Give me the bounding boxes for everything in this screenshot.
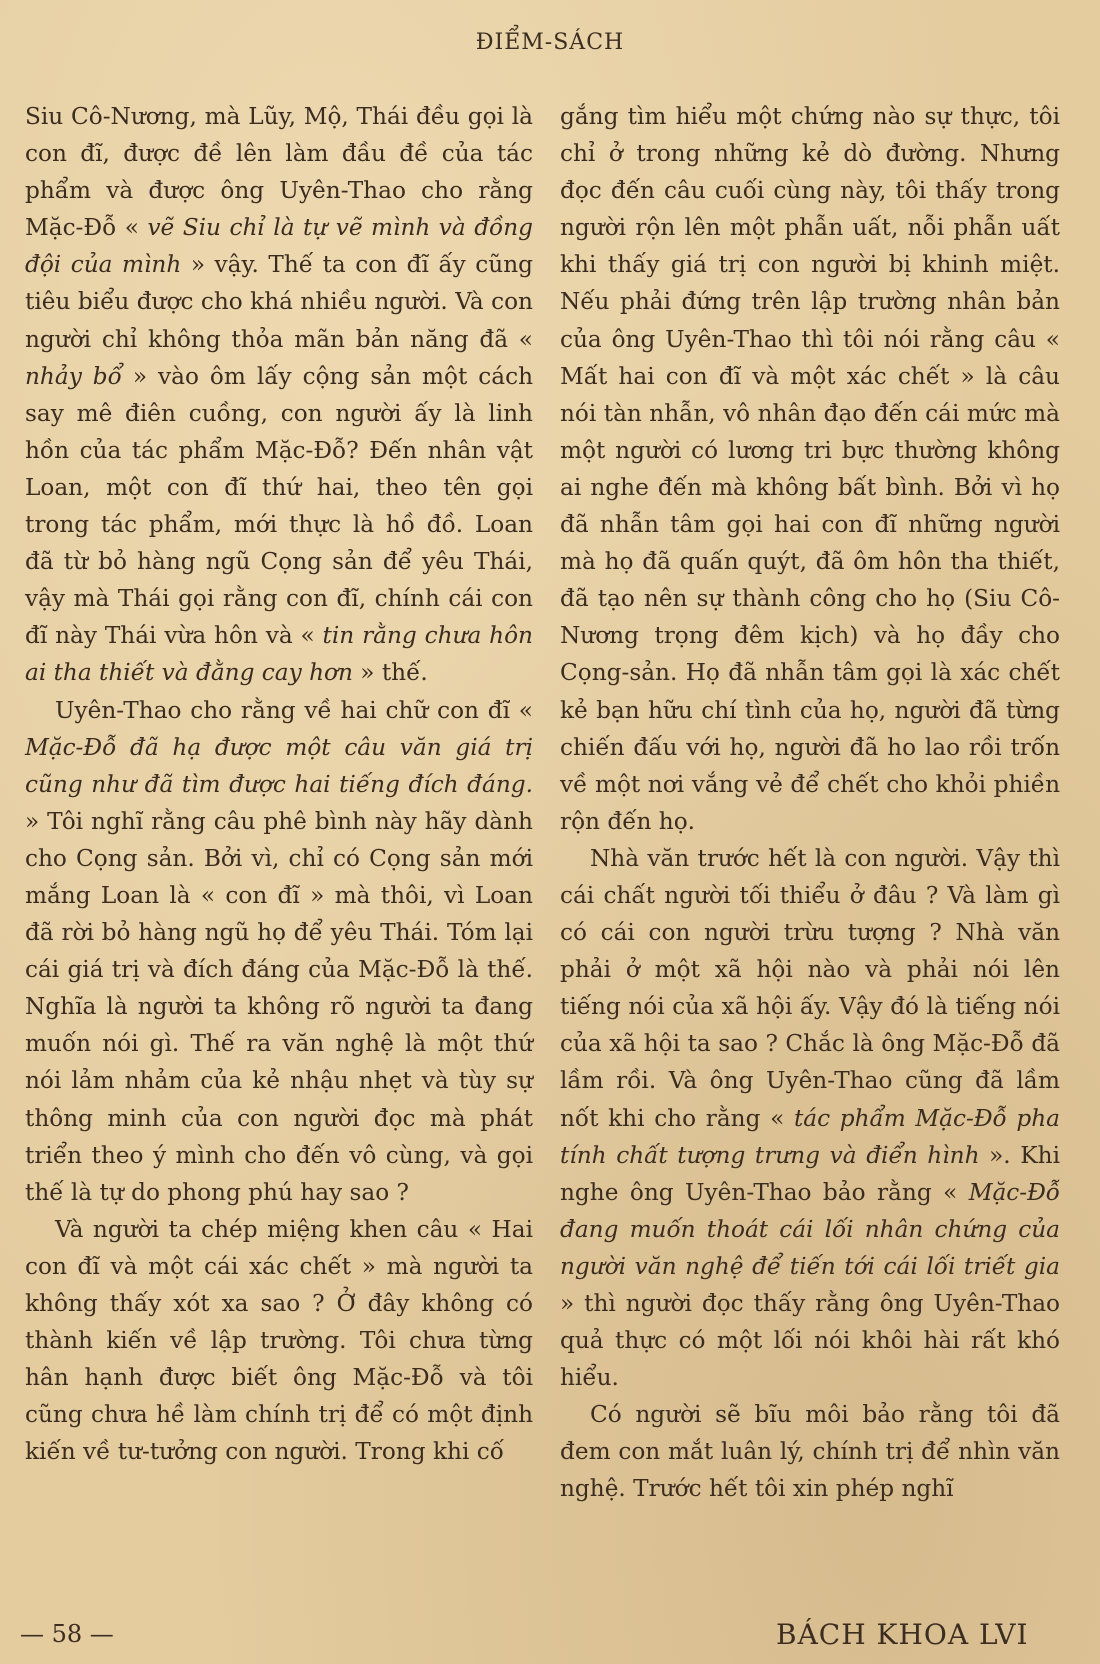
paragraph [25,98,533,692]
quote-italic: nhảy bổ [25,362,133,390]
quote-italic: tác phẩm Mặc-Đỗ pha tính chất tượng trưng và điển hình [560,1104,1060,1169]
paragraph [560,840,1060,1396]
paragraph [25,692,533,1211]
quote-italic: vẽ Siu chỉ là tự vẽ mình và đồng đội của mình [25,214,533,279]
paragraph: Và người ta chép miệng khen câu « Hai con đĩ và một cái xác chết » mà người ta không thấy xót xa sao ? Ở đây không có thành kiến về lập trường. Tôi chưa từng hân hạnh được biết ông Mặc-Đỗ và tôi cũng chưa hề làm chính trị để có một định kiến về tư-tưởng con người. Trong khi cố [25,1215,533,1466]
text-span: Siu Cô-Nương, mà Lũy, Mộ, Thái đều gọi là con đĩ, được đề lên làm đầu đề của tác phẩm và được ông Uyên-Thao cho rằng Mặc-Đỗ « [25,103,533,242]
text-span: » vậy. Thế ta con đĩ ấy cũng tiêu biểu được cho khá nhiều người. Và con người chỉ không thỏa mãn bản năng đã « [25,251,533,353]
text-span: ». Khi nghe ông Uyên-Thao bảo rằng « [560,1141,1060,1206]
paragraph: gắng tìm hiểu một chứng nào sự thực, tôi chỉ ở trong những kẻ dò đường. Nhưng đọc đến câu cuối cùng này, tôi thấy trong người rộn lên một phẫn uất, nỗi phẫn uất khi thấy giá trị con người bị khinh miệt. Nếu phải đứng trên lập trường nhân bản của ông Uyên-Thao thì tôi nói rằng câu « Mất hai con đĩ và một xác chết » là câu nói tàn nhẫn, vô nhân đạo đến cái mức mà một người có lương tri bực thường không ai nghe đến mà không bất bình. Bởi vì họ đã nhẫn tâm gọi hai con đĩ những người mà họ đã quấn quýt, đã ôm hôn tha thiết, đã tạo nên sự thành công cho họ (Siu Cô-Nương trọng đêm kịch) và họ đầy cho Cọng-sản. Họ đã nhẫn tâm gọi là xác chết kẻ bạn hữu chí tình của họ, người đã từng chiến đấu với họ, người đã ho lao rồi trốn về một nơi vắng vẻ để chết cho khỏi phiền rộn đến họ. [560,103,1060,835]
text-span: » Tôi nghĩ rằng câu phê bình này hãy dành cho Cọng sản. Bởi vì, chỉ có Cọng sản mới mắng Loan là « con đĩ » mà thôi, vì Loan đã rời bỏ hàng ngũ họ để yêu Thái. Tóm lại cái giá trị và đích đáng của Mặc-Đỗ là thế. Nghĩa là người ta không rõ người ta đang muốn nói gì. Thế ra văn nghệ là một thứ nói lảm nhảm của kẻ nhậu nhẹt và tùy sự thông minh của con người đọc mà phát triển theo ý mình cho đến vô cùng, và gọi thế là tự do phong phú hay sao ? [25,807,533,1206]
text-span: Uyên-Thao cho rằng về hai chữ con đĩ « [55,696,533,724]
quote-italic: Mặc-Đỗ đã hạ được một câu văn giá trị cũng như đã tìm được hai tiếng đích đáng. [25,733,533,798]
running-title: ĐIỂM-SÁCH [475,30,625,55]
left-column [25,98,533,1470]
text-span: » vào ôm lấy cộng sản một cách say mê điên cuồng, con người ấy là linh hồn của tác phẩm Mặc-Đỗ? Đến nhân vật Loan, một con đĩ thứ hai, theo tên gọi trong tác phẩm, mới thực là hồ đồ. Loan đã từ bỏ hàng ngũ Cọng sản để yêu Thái, vậy mà Thái gọi rằng con đĩ, chính cái con đĩ này Thái vừa hôn và « [25,362,534,650]
text-span: » thế. [360,659,428,687]
text-span: Nhà văn trước hết là con người. Vậy thì cái chất người tối thiểu ở đâu ? Và làm gì có cái con người trừu tượng ? Nhà văn phải ở một xã hội nào và phải nói lên tiếng nói của xã hội ấy. Vậy đó là tiếng nói của xã hội ta sao ? Chắc là ông Mặc-Đỗ đã lầm rồi. Và ông Uyên-Thao cũng đã lầm nốt khi cho rằng « [560,844,1060,1132]
quote-italic: Mặc-Đỗ đang muốn thoát cái lối nhân chứng của người văn nghệ để tiến tới cái lối triết gia [560,1178,1060,1280]
right-column [560,98,1060,1508]
magazine-title: BÁCH KHOA LVI [776,1618,1029,1651]
page-number: — 58 — [20,1620,114,1648]
quote-italic: tin rằng chưa hôn ai tha thiết và đằng cay hơn [25,622,533,687]
paragraph: Có người sẽ bĩu môi bảo rằng tôi đã đem con mắt luân lý, chính trị để nhìn văn nghệ. Trước hết tôi xin phép nghĩ [560,1401,1060,1503]
text-span: » thì người đọc thấy rằng ông Uyên-Thao quả thực có một lối nói khôi hài rất khó hiểu. [560,1290,1060,1392]
